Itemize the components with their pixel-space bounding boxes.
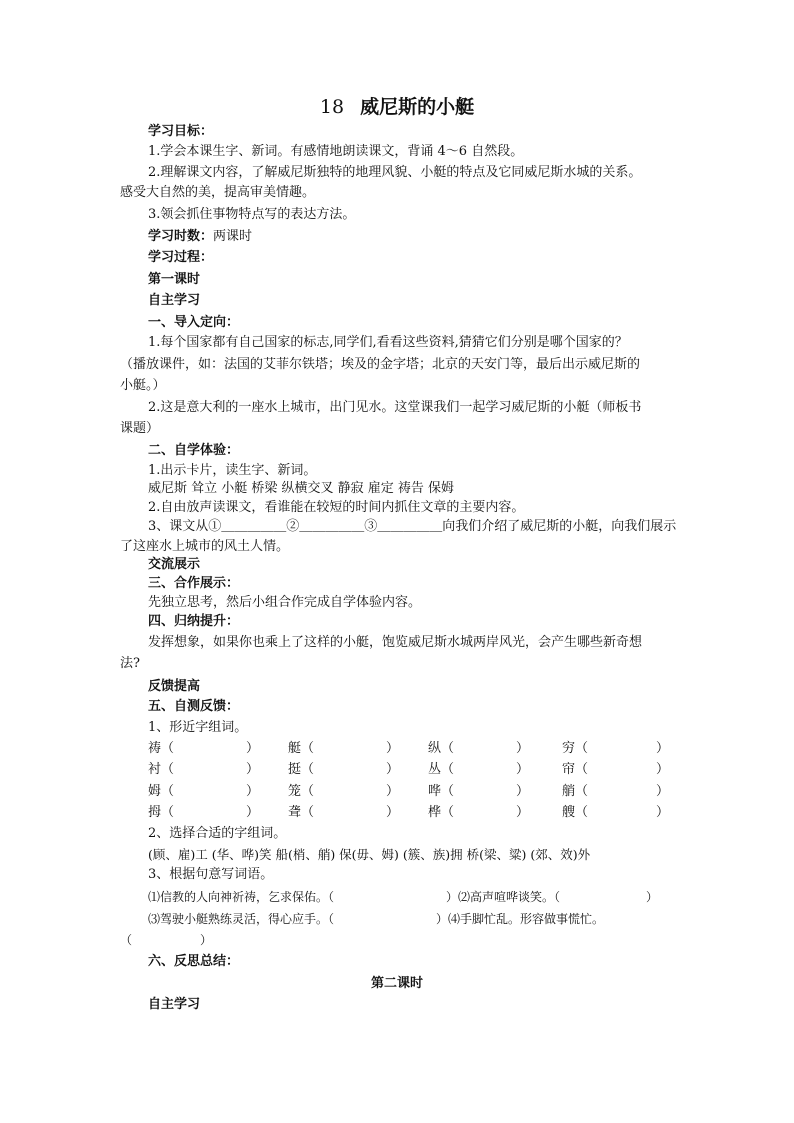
- lesson-title: [0, 95, 794, 119]
- lesson-title-text: 威尼斯的小艇: [360, 96, 475, 118]
- char-cell: 笼（: [288, 784, 315, 799]
- char-close-paren: ）: [516, 741, 530, 756]
- section-4-line-b: 法?: [120, 656, 140, 671]
- char-close-paren: ）: [516, 784, 530, 799]
- hours-value: 两课时: [213, 229, 253, 244]
- q3-close-paren: ）: [200, 933, 213, 947]
- section-2-line-c: 2.自由放声读课文，看谁能在较短的时间内抓住文章的主要内容。: [148, 500, 525, 515]
- lesson-number: 18: [319, 96, 345, 118]
- char-cell: 拇（: [148, 805, 175, 820]
- char-cell: 桦（: [428, 805, 455, 820]
- goal-3: 3.领会抓住事物特点写的表达方法。: [148, 207, 356, 222]
- char-cell: 姆（: [148, 784, 175, 799]
- char-cell: 衬（: [148, 762, 175, 777]
- section-2-line-d: 3、课文从①＿＿＿＿＿②＿＿＿＿＿③＿＿＿＿＿向我们介绍了威尼斯的小艇，向我们展示: [148, 519, 677, 534]
- goal-2a: 2.理解课文内容，了解威尼斯独特的地理风貌、小艇的特点及它同威尼斯水城的关系。: [148, 165, 642, 180]
- section-1-heading: 一、导入定向：: [148, 315, 240, 330]
- goals-heading: 学习目标：: [148, 124, 214, 139]
- char-cell: 哗（: [428, 784, 455, 799]
- feedback-heading: 反馈提高: [148, 679, 201, 694]
- q3-item-4: ）⑷手脚忙乱。形容做事慌忙。: [436, 912, 605, 926]
- section-2-line-a: 1.出示卡片，读生字、新词。: [148, 463, 317, 478]
- section-1-line-d: 2.这是意大利的一座水上城市，出门见水。这堂课我们一起学习威尼斯的小艇（师板书: [148, 400, 642, 415]
- goal-1: 1.学会本课生字、新词。有感情地朗读课文，背诵 4～6 自然段。: [148, 144, 524, 159]
- char-close-paren: ）: [386, 784, 400, 799]
- section-1-line-e: 课题）: [120, 421, 160, 436]
- char-cell: 艇（: [288, 741, 315, 756]
- char-cell: 艘（: [562, 805, 589, 820]
- char-cell: 丛（: [428, 762, 455, 777]
- char-close-paren: ）: [246, 741, 260, 756]
- char-cell: 帘（: [562, 762, 589, 777]
- char-close-paren: ）: [246, 784, 260, 799]
- goal-2b: 感受大自然的美，提高审美情趣。: [120, 185, 316, 200]
- section-2-line-e: 了这座水上城市的风土人情。: [120, 539, 290, 554]
- self-study-heading-2: 自主学习: [148, 997, 201, 1012]
- hours-label: 学习时数：: [148, 229, 214, 244]
- section-1-line-a: 1.每个国家都有自己国家的标志,同学们,看看这些资料,猜猜它们分别是哪个国家的？: [148, 335, 628, 350]
- char-close-paren: ）: [386, 762, 400, 777]
- question-3: 3、根据句意写词语。: [148, 867, 274, 882]
- q3-open-paren: （: [120, 933, 133, 947]
- section-6-heading: 六、反思总结：: [148, 954, 240, 969]
- char-cell: 艄（: [562, 784, 589, 799]
- section-4-line-a: 发挥想象，如果你也乘上了这样的小艇，饱览威尼斯水城两岸风光，会产生哪些新奇想: [148, 635, 643, 650]
- q3-item-1: ⑴信教的人向神祈祷，乞求保佑。（: [148, 890, 335, 904]
- char-close-paren: ）: [656, 741, 670, 756]
- hours-line: [148, 228, 252, 246]
- char-close-paren: ）: [656, 805, 670, 820]
- exchange-heading: 交流展示: [148, 557, 201, 572]
- char-close-paren: ）: [246, 805, 260, 820]
- char-close-paren: ）: [246, 762, 260, 777]
- section-2-heading: 二、自学体验：: [148, 443, 240, 458]
- section-1-line-c: 小艇。）: [120, 378, 166, 393]
- question-2: 2、选择合适的字组词。: [148, 826, 287, 841]
- char-close-paren: ）: [656, 784, 670, 799]
- self-study-heading: 自主学习: [148, 293, 201, 308]
- char-cell: 聋（: [288, 805, 315, 820]
- lesson2-heading: 第二课时: [370, 976, 423, 991]
- char-close-paren: ）: [516, 805, 530, 820]
- process-heading: 学习过程：: [148, 250, 214, 265]
- lesson1-heading: 第一课时: [148, 272, 201, 287]
- section-3-line-a: 先独立思考，然后小组合作完成自学体验内容。: [148, 595, 422, 610]
- q3-item-3: ⑶驾驶小艇熟练灵活，得心应手。（: [148, 912, 335, 926]
- section-1-line-b: （播放课件，如：法国的艾菲尔铁塔；埃及的金字塔；北京的天安门等，最后出示威尼斯的: [120, 357, 641, 372]
- char-close-paren: ）: [386, 741, 400, 756]
- char-close-paren: ）: [656, 762, 670, 777]
- char-cell: 挺（: [288, 762, 315, 777]
- question-2-options: (顾、雇)工 (华、哗)笑 船(梢、艄) 保(毋、姆) (簇、族)拥 桥(梁、粱) (郊、效)外: [148, 847, 591, 862]
- section-3-heading: 三、合作展示：: [148, 576, 240, 591]
- char-close-paren: ）: [386, 805, 400, 820]
- char-cell: 纵（: [428, 741, 455, 756]
- char-cell: 祷（: [148, 741, 175, 756]
- q3-close-paren: ）: [646, 890, 659, 904]
- q3-item-2: ）⑵高声喧哗谈笑。（: [446, 890, 561, 904]
- char-cell: 穷（: [562, 741, 589, 756]
- section-5-heading: 五、自测反馈：: [148, 699, 240, 714]
- question-1: 1、形近字组词。: [148, 720, 248, 735]
- section-4-heading: 四、归纳提升：: [148, 614, 240, 629]
- vocab-list: 威尼斯 耸立 小艇 桥梁 纵横交叉 静寂 雇定 祷告 保姆: [148, 481, 455, 496]
- char-close-paren: ）: [516, 762, 530, 777]
